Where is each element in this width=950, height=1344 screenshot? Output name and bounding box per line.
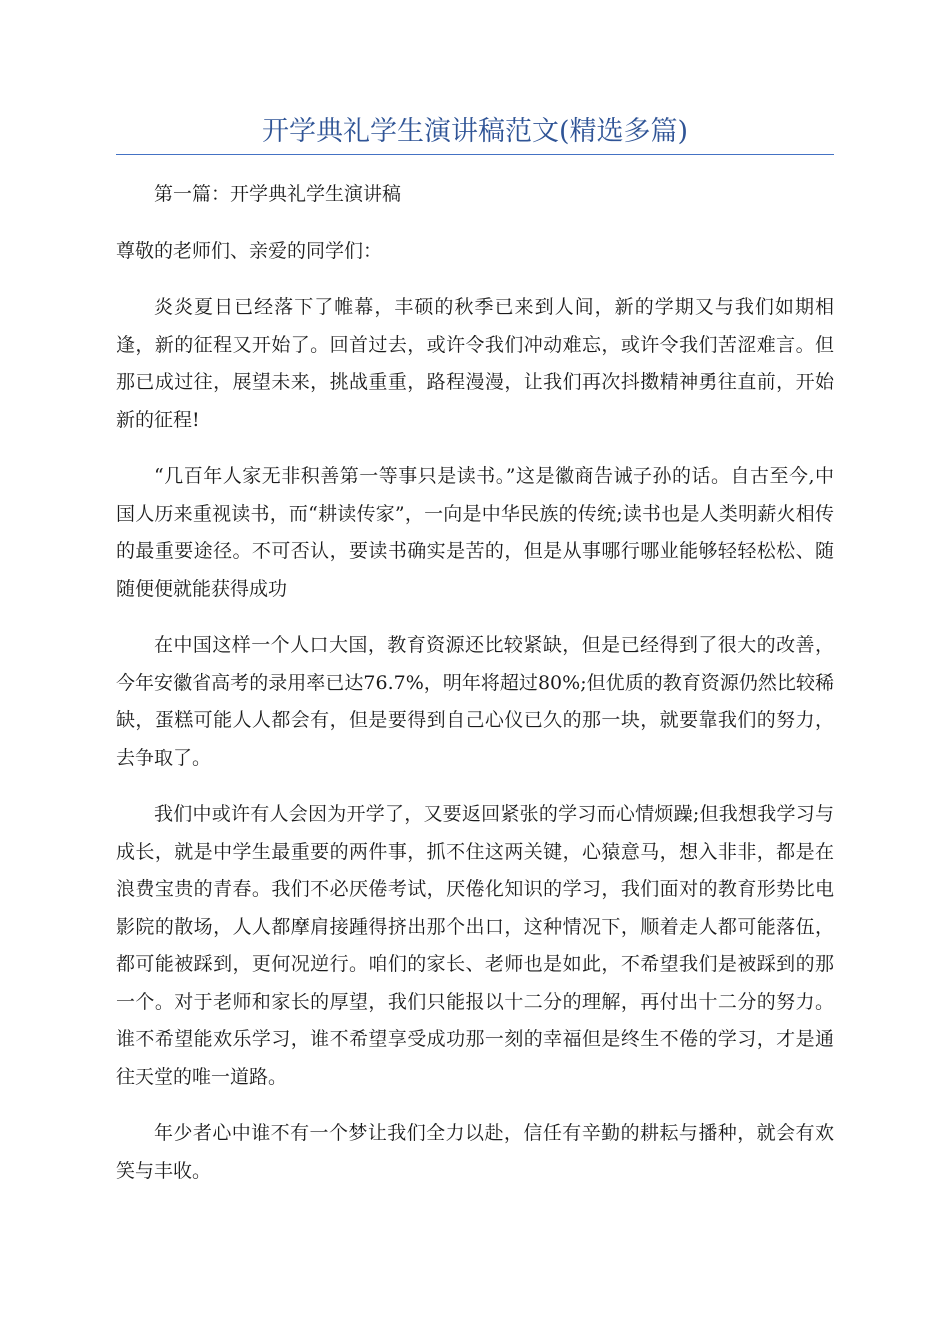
body-paragraph-5: 年少者心中谁不有一个梦让我们全力以赴，信任有辛勤的耕耘与播种，就会有欢笑与丰收。	[116, 1122, 834, 1182]
title-underline-rule	[116, 154, 834, 155]
body-paragraph-1: 炎炎夏日已经落下了帷幕，丰硕的秋季已来到人间，新的学期又与我们如期相逢，新的征程又开始了。回首过去，或许令我们冲动难忘，或许令我们苦涩难言。但那已成过往，展望未来，挑战重重，路程漫漫，让我们再次抖擞精神勇往直前，开始新的征程!	[116, 296, 834, 431]
document-title: 开学典礼学生演讲稿范文(精选多篇)	[261, 116, 689, 147]
body-paragraph-3: 在中国这样一个人口大国，教育资源还比较紧缺，但是已经得到了很大的改善，今年安徽省高考的录用率已达76.7%，明年将超过80%;但优质的教育资源仍然比较稀缺，蛋糕可能人人都会有，但是要得到自己心仪已久的那一块，就要靠我们的努力，去争取了。	[116, 634, 834, 769]
salutation: 尊敬的老师们、亲爱的同学们：	[116, 239, 383, 262]
document-body	[116, 176, 834, 1209]
section-heading: 第一篇：开学典礼学生演讲稿	[154, 183, 402, 205]
body-paragraph-4: 我们中或许有人会因为开学了，又要返回紧张的学习而心情烦躁;但我想我学习与成长，就是中学生最重要的两件事，抓不住这两关键，心猿意马，想入非非，都是在浪费宝贵的青春。我们不必厌倦考试，厌倦化知识的学习，我们面对的教育形势比电影院的散场，人人都摩肩接踵得挤出那个出口，这种情况下，顺着走人都可能落伍，都可能被踩到，更何况逆行。咱们的家长、老师也是如此，不希望我们是被踩到的那一个。对于老师和家长的厚望，我们只能报以十二分的理解，再付出十二分的努力。谁不希望能欢乐学习，谁不希望享受成功那一刻的幸福但是终生不倦的学习，才是通往天堂的唯一道路。	[116, 803, 834, 1088]
body-paragraph-2: “几百年人家无非积善第一等事只是读书。”这是徽商告诫子孙的话。自古至今,中国人历来重视读书，而“耕读传家”，一向是中华民族的传统;读书也是人类明薪火相传的最重要途径。不可否认，要读书确实是苦的，但是从事哪行哪业能够轻轻松松、随随便便就能获得成功	[116, 465, 834, 600]
